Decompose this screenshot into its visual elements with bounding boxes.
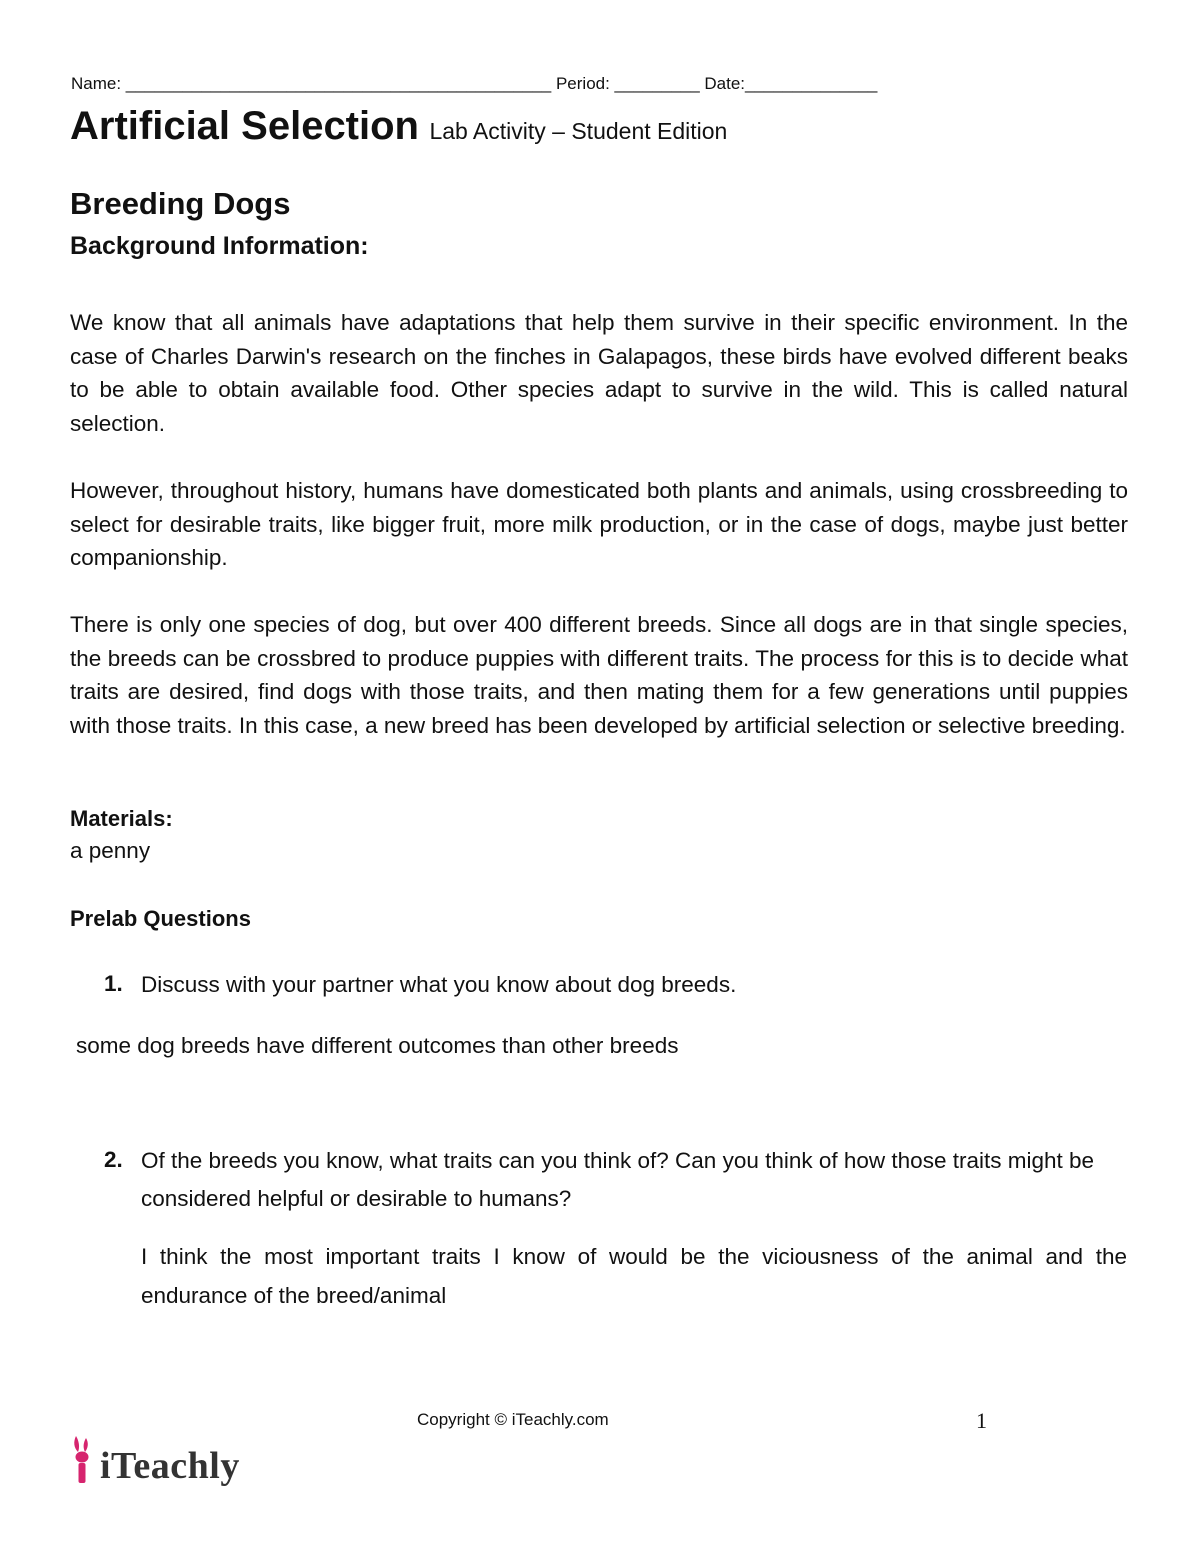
question-1-number: 1. <box>104 971 123 996</box>
section-title: Breeding Dogs <box>70 186 291 221</box>
materials-heading: Materials: <box>70 806 173 831</box>
background-heading: Background Information: <box>70 232 369 260</box>
paragraph-domestication: However, throughout history, humans have domesticated both plants and animals, using crossbreeding to select for desirable traits, like bigger fruit, more milk production, or in the case of dogs, maybe just better companionship. <box>70 478 1128 570</box>
title-main: Artificial Selection <box>70 104 419 148</box>
footer-copyright: Copyright © iTeachly.com <box>417 1410 609 1429</box>
materials-item: a penny <box>70 838 151 863</box>
question-2-number: 2. <box>104 1147 123 1172</box>
paragraph-breeds: There is only one species of dog, but over 400 different breeds. Since all dogs are in that single species, the breeds can be crossbred to produce puppies with different traits. The process for this is to decide what traits are desired, find dogs with those traits, and then mating them for a few generations until puppies with those traits. In this case, a new breed has been developed by artificial selection or selective breeding. <box>70 612 1128 738</box>
page-title <box>70 104 727 149</box>
prelab-heading: Prelab Questions <box>70 906 251 931</box>
paragraph-natural-selection: We know that all animals have adaptations that help them survive in their specific environment. In the case of Charles Darwin's research on the finches in Galapagos, these birds have evolved different beaks to be able to obtain available food. Other species adapt to survive in the wild. This is called natural selection. <box>70 310 1128 436</box>
logo-text: iTeachly <box>100 1445 240 1487</box>
iteachly-logo <box>70 1430 240 1486</box>
page-number: 1 <box>976 1408 987 1433</box>
answer-1: some dog breeds have different outcomes than other breeds <box>76 1033 679 1058</box>
question-2-text: Of the breeds you know, what traits can you think of? Can you think of how those traits might be considered helpful or desirable to humans? <box>141 1148 1095 1211</box>
rabbit-mark-icon <box>70 1434 96 1486</box>
title-subtitle: Lab Activity – Student Edition <box>429 118 728 144</box>
answer-2: I think the most important traits I know of would be the viciousness of the animal and the endurance of the breed/animal <box>141 1244 1127 1308</box>
question-1-text: Discuss with your partner what you know about dog breeds. <box>141 972 737 997</box>
header-fields-line: Name: _____________________________________________ Period: _________ Date:______________ <box>71 74 878 93</box>
